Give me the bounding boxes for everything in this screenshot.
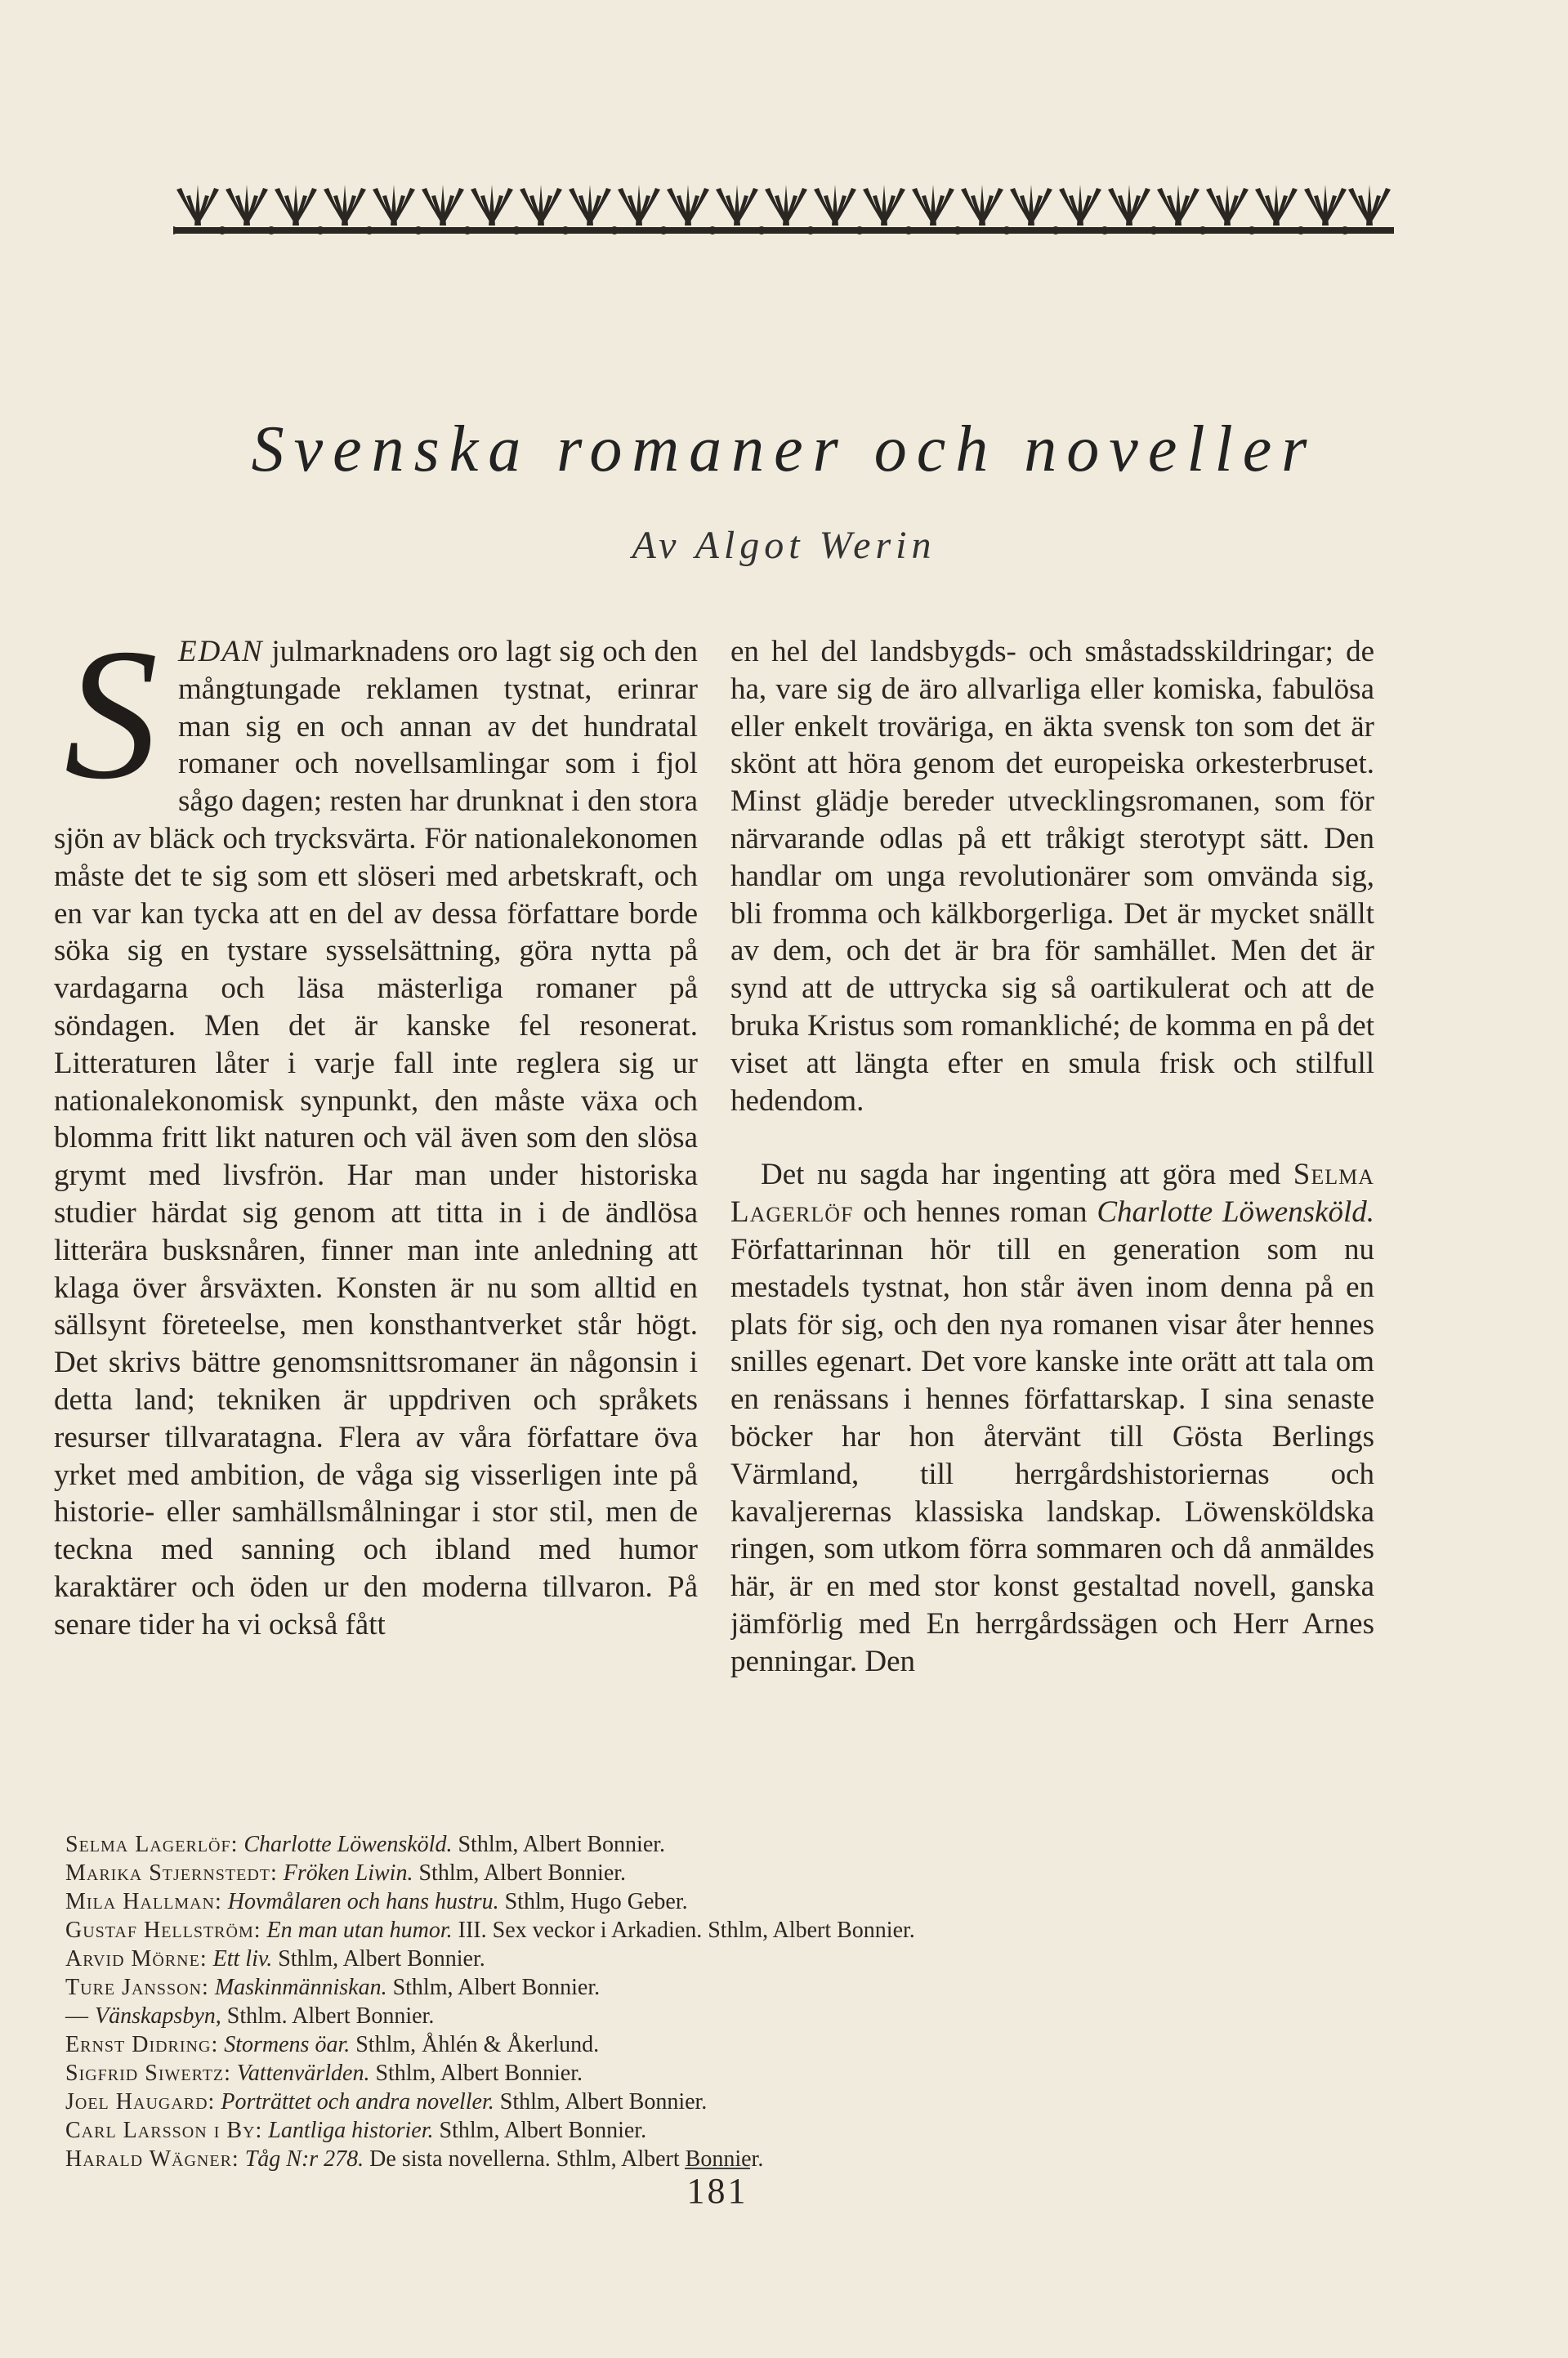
reference-author: Harald Wägner: xyxy=(65,2146,239,2172)
reference-title: Fröken Liwin. xyxy=(283,1860,413,1886)
reference-author: Selma Lagerlöf: xyxy=(65,1832,239,1857)
reference-title: Vattenvärlden. xyxy=(236,2061,370,2086)
reference-publisher: De sista novellerna. Sthlm, Albert Bonnier. xyxy=(369,2146,764,2172)
reference-title: Hovmålaren och hans hustru. xyxy=(227,1889,499,1914)
reference-author: Arvid Mörne: xyxy=(65,1946,208,1972)
reference-publisher: Sthlm, Albert Bonnier. xyxy=(439,2118,647,2143)
reference-publisher: Sthlm, Albert Bonnier. xyxy=(392,1975,601,2000)
paragraph-continued: en hel del landsbygds- och småstadsskildringar; de ha, vare sig de äro allvarliga eller komiska, fabulösa eller enkelt troväriga, en äkta svensk ton som det är skönt att höra genom det europeiska orkesterbruset. Minst glädje bereder utvecklingsromanen, som för närvarande odlas på ett tråkigt sterotypt sätt. Den handlar om unga revolutionärer som omvända sig, bli fromma och kälkborgerliga. Det är mycket snällt av dem, och det är bra för samhället. Men det är synd att de uttrycka sig så oartikulerat och att de bruka Kristus som romankliché; de komma en på det viset att längta efter en smula frisk och stilfull hedendom. xyxy=(730,635,1374,1118)
paragraph-lagerlof xyxy=(730,1156,1374,1680)
lead-word: EDAN xyxy=(178,635,264,668)
reference-item xyxy=(65,1945,1340,1973)
reference-item xyxy=(65,2088,1340,2116)
reference-author: Marika Stjernstedt: xyxy=(65,1860,278,1886)
reference-publisher: Sthlm, Albert Bonnier. xyxy=(499,2089,708,2115)
reference-publisher: Sthlm, Albert Bonnier. xyxy=(375,2061,583,2086)
page-number-rule xyxy=(685,2168,750,2169)
reference-title: Stormens öar. xyxy=(224,2032,351,2057)
reference-author: Mila Hallman: xyxy=(65,1889,222,1914)
reference-publisher: Sthlm. Albert Bonnier. xyxy=(226,2003,435,2029)
reference-item xyxy=(65,1887,1340,1916)
reference-publisher: Sthlm, Albert Bonnier. xyxy=(418,1860,627,1886)
palmette-border-icon xyxy=(173,180,1394,239)
reference-item xyxy=(65,2116,1340,2145)
left-column-text: julmarknadens oro lagt sig och den mångtungade reklamen tystnat, erinrar man sig en och annan av det hundratal romaner och novellsamlingar som i fjol sågo dagen; resten har drunknat i den stora sjön av bläck och trycksvärta. För nationalekonomen måste det te sig som ett slöseri med arbetskraft, och en var kan tycka att en del av dessa författare borde söka sig en tystare sysselsättning, göra nytta på vardagarna och läsa mästerliga romaner på söndagen. Men det är kanske fel resonerat. Litteraturen låter i varje fall inte reglera sig ur nationalekonomisk synpunkt, den måste växa och blomma fritt likt naturen och väl även som den slösa grymt med livsfrön. Har man under historiska studier härdat sig genom att titta in i de ändlösa litterära busksnåren, finner man inte anledning att klaga över årsväxten. Konsten är nu som alltid en sällsynt företeelse, men konsthantverket står högt. Det skrivs bättre genomsnittsromaner än någonsin i detta land; tekniken är uppdriven och språkets resurser tillvaratagna. Flera av våra författare öva yrket med ambition, de våga sig visserligen inte på historie- eller samhällsmålningar i stor stil, men de teckna med sanning och ibland med humor karaktärer och öden ur den moderna tillvaron. På senare tider ha vi också fått xyxy=(54,635,698,1641)
page-number: 181 xyxy=(686,2171,748,2211)
article-title: Svenska romaner och noveller xyxy=(251,413,1317,485)
reference-item xyxy=(65,2059,1340,2088)
reference-title: Charlotte Löwensköld. xyxy=(243,1832,453,1857)
reference-title: Tåg N:r 278. xyxy=(244,2146,364,2172)
reference-publisher: III. Sex veckor i Arkadien. Sthlm, Albert Bonnier. xyxy=(458,1918,915,1943)
reference-title: Ett liv. xyxy=(212,1946,273,1972)
reference-publisher: Sthlm, Åhlén & Åkerlund. xyxy=(355,2032,600,2057)
right-column xyxy=(730,633,1374,1818)
opening-paragraph xyxy=(54,633,698,1644)
reference-publisher: Sthlm, Albert Bonnier. xyxy=(278,1946,485,1972)
reference-item xyxy=(65,1859,1340,1887)
reference-item xyxy=(65,1916,1340,1945)
reference-author: Ernst Didring: xyxy=(65,2032,219,2057)
para2-text-b: och hennes roman xyxy=(863,1195,1088,1230)
para2-text-c: Författarinnan hör till en generation som nu mestadels tystnat, hon står även inom denna på en plats för sig, och den nya romanen visar åter hennes snilles egenart. Det vore kanske inte orätt att tala om en renässans i hennes författarskap. I sina senaste böcker har hon återvänt till Gösta Berlings Värmland, till herrgårdshistoriernas och kavaljerernas klassiska landskap. Löwensköldska ringen, som utkom förra sommaren och då anmäldes här, är en med stor konst gestaltad novell, ganska jämförlig med En herrgårdssägen och Herr Arnes penningar. Den xyxy=(730,1232,1374,1678)
reference-author: Joel Haugard: xyxy=(65,2089,216,2115)
reference-author: — xyxy=(65,2003,89,2029)
reference-author: Sigfrid Siwertz: xyxy=(65,2061,231,2086)
reference-item xyxy=(65,1830,1340,1859)
article-byline: Av Algot Werin xyxy=(632,524,936,567)
reference-item xyxy=(65,2030,1340,2059)
reference-title: Maskinmänniskan. xyxy=(214,1975,387,2000)
reference-item xyxy=(65,2002,1340,2030)
reference-title: Lantliga historier. xyxy=(268,2118,434,2143)
reference-author: Ture Jansson: xyxy=(65,1975,209,2000)
reference-title: Porträttet och andra noveller. xyxy=(221,2089,494,2115)
book-references xyxy=(65,1830,1340,2173)
reference-author: Carl Larsson i By: xyxy=(65,2118,263,2143)
reference-title: En man utan humor. xyxy=(266,1918,453,1943)
reference-item xyxy=(65,1973,1340,2002)
para2-text-a: Det nu sagda har ingenting att göra med xyxy=(761,1158,1281,1192)
reference-author: Gustaf Hellström: xyxy=(65,1918,261,1943)
paragraph-gap xyxy=(730,1119,1374,1156)
para2-author: Selma Lagerlöf xyxy=(730,1158,1374,1230)
para2-book-title: Charlotte Löwensköld. xyxy=(1097,1195,1374,1230)
drop-cap: S xyxy=(64,633,159,818)
reference-publisher: Sthlm, Hugo Geber. xyxy=(504,1889,688,1914)
reference-title: Vänskapsbyn, xyxy=(95,2003,221,2029)
reference-publisher: Sthlm, Albert Bonnier. xyxy=(458,1832,666,1857)
left-column xyxy=(54,633,698,1818)
